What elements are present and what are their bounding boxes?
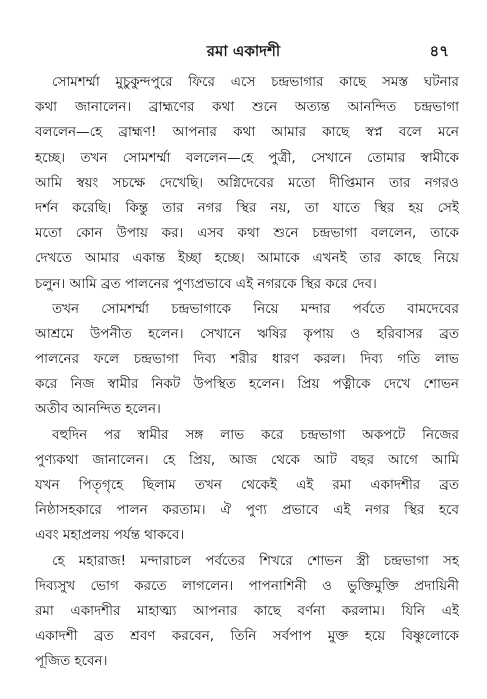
- text-line: যখন পিতৃগৃহে ছিলাম তখন থেকেই এই রমা একাদশীর ব্রত: [35, 477, 459, 493]
- text-line: একাদশী ব্রত শ্রবণ করবেন, তিনি সর্বপাপ মুক্ত হয়ে বিষ্ণুলোকে: [35, 628, 459, 645]
- text-line: বহুদিন পর স্বামীর সঙ্গ লাভ করে চন্দ্রভাগা অকপটে নিজের: [52, 426, 459, 443]
- paragraph: [35, 70, 459, 297]
- text-line: নিষ্ঠাসহকারে পালন করতাম। ঐ পুণ্য প্রভাবে এই নগর স্থির হবে: [35, 502, 459, 519]
- text-line: মতো কোন উপায় কর। এসব কথা শুনে চন্দ্রভাগা বললেন, তাকে: [35, 225, 459, 242]
- text-line: আশ্রমে উপনীত হলেন। সেখানে ঋষির কৃপায় ও হরিবাসর ব্রত: [35, 325, 459, 342]
- text-line: হে মহারাজ! মন্দারাচল পর্বতের শিখরে শোভন স্ত্রী চন্দ্রভাগা সহ: [52, 552, 459, 569]
- page-number: ৪৭: [429, 42, 449, 60]
- text-line: করে নিজ স্বামীর নিকট উপস্থিত হলেন। প্রিয় পত্নীকে দেখে শোভন: [35, 376, 459, 393]
- paragraph: [35, 297, 459, 423]
- text-line: অতীব আনন্দিত হলেন।: [35, 401, 161, 418]
- text-line: বললেন—হে ব্রাহ্মণ! আপনার কথা আমার কাছে স্বপ্ন বলে মনে: [35, 124, 459, 141]
- text-line: পূজিত হবেন।: [35, 653, 108, 670]
- text-line: সোমশর্ম্মা মুচুকুন্দপুরে ফিরে এসে চন্দ্রভাগার কাছে সমস্ত ঘটনার: [52, 74, 459, 90]
- paragraph: [35, 549, 459, 675]
- text-line: হচ্ছে। তখন সোমশর্ম্মা বললেন—হে পুত্রী, সেখানে তোমার স্বামীকে: [35, 149, 459, 166]
- text-line: রমা একাদশীর মাহাত্ম্য আপনার কাছে বর্ণনা করলাম। যিনি এই: [35, 602, 459, 619]
- text-line: এবং মহাপ্রলয় পর্যন্ত থাকবে।: [35, 527, 185, 544]
- text-line: পালনের ফলে চন্দ্রভাগা দিব্য শরীর ধারণ করল। দিব্য গতি লাভ: [35, 351, 459, 368]
- text-line: আমি স্বয়ং সচক্ষে দেখেছি। অগ্নিদেবের মতো দীপ্তিমান তার নগরও: [35, 174, 459, 191]
- text-line: দিব্যসুখ ভোগ করতে লাগলেন। পাপনাশিনী ও ভুক্তিমুক্তি প্রদায়িনী: [35, 577, 459, 594]
- text-line: চলুন। আমি ব্রত পালনের পুণ্যপ্রভাবে এই নগরকে স্থির করে দেব।: [35, 275, 377, 292]
- text-line: পুণ্যকথা জানালেন। হে প্রিয়, আজ থেকে আট বছর আগে আমি: [35, 451, 459, 468]
- text-line: দর্শন করেছি। কিন্তু তার নগর স্থির নয়, তা যাতে স্থির হয় সেই: [35, 199, 459, 216]
- paragraph: [35, 423, 459, 549]
- running-header-title: রমা একাদশী: [206, 42, 281, 60]
- body-text: [35, 70, 459, 675]
- text-line: দেখতে আমার একান্ত ইচ্ছা হচ্ছে। আমাকে এখনই তার কাছে নিয়ে: [35, 250, 459, 267]
- text-line: তখন সোমশর্ম্মা চন্দ্রভাগাকে নিয়ে মন্দার পর্বতে বামদেবের: [52, 300, 459, 317]
- text-line: কথা জানালেন। ব্রাহ্মণের কথা শুনে অত্যন্ত আনন্দিত চন্দ্রভাগা: [35, 99, 459, 116]
